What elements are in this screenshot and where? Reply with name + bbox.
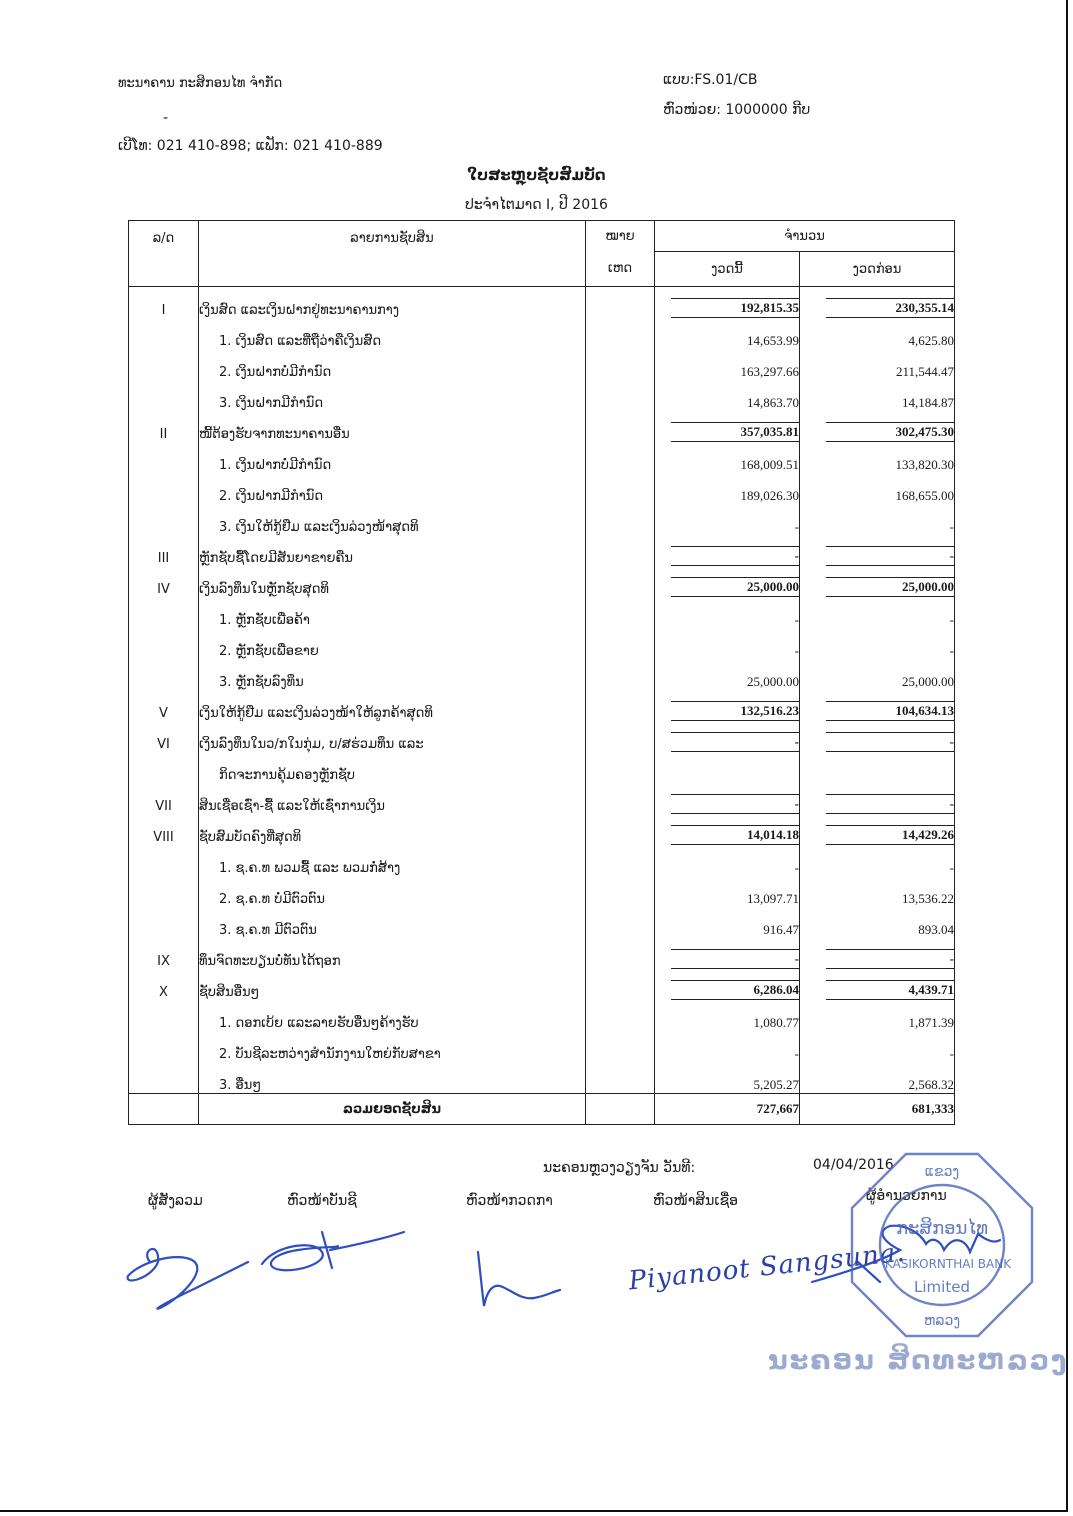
row-number: III (129, 535, 199, 566)
contact-info: ເບີໂທ: 021 410-898; ແຟັກ: 021 410-889 (118, 138, 383, 154)
row-previous-value: 104,634.13 (826, 701, 954, 721)
col-header-no: ລ/ດ (129, 221, 199, 287)
seal-text-lao: ກະສິກອນໄທ (895, 1218, 989, 1239)
row-previous: 133,820.30 (800, 442, 955, 473)
row-number: IV (129, 566, 199, 597)
row-current: 14,863.70 (655, 380, 800, 411)
row-item: 3. ເງິນຝາກມີກຳນົດ (199, 380, 586, 411)
row-previous-value: - (826, 794, 954, 814)
col-header-previous: ງວດກ່ອນ (800, 252, 955, 287)
row-item: 2. ຊ.ຄ.ທ ບໍ່ມີຕົວຕົນ (199, 876, 586, 907)
row-number: VII (129, 783, 199, 814)
row-previous-value: 4,439.71 (826, 980, 954, 1000)
col-header-note-top: ໝາຍ (586, 221, 655, 252)
row-current: - (655, 597, 800, 628)
row-previous: - (800, 628, 955, 659)
document-period: ປະຈຳໄຕມາດ I, ປີ 2016 (465, 197, 608, 213)
total-previous: 681,333 (800, 1094, 955, 1125)
signatory-chief-credit: ຫົວໜ້າສິນເຊື່ອ (653, 1193, 739, 1209)
row-current: 25,000.00 (655, 659, 800, 690)
seal-text-bottom: ຫລວງ (923, 1313, 961, 1329)
company-seal (848, 1150, 1036, 1340)
row-previous: 4,625.80 (800, 318, 955, 349)
col-header-item: ລາຍການຊັບສິນ (199, 221, 586, 287)
row-previous: 25,000.00 (800, 659, 955, 690)
row-item: 2. ຫຼັກຊັບເພື່ອຂາຍ (199, 628, 586, 659)
address-placeholder: - (163, 110, 169, 126)
bank-name: ທະນາຄານ ກະສິກອນໄທ ຈຳກັດ (118, 76, 283, 91)
signatory-director: ຜູ້ອຳນວຍການ (866, 1188, 947, 1204)
row-current-value: 357,035.81 (671, 422, 799, 442)
row-previous: - (800, 597, 955, 628)
row-item: 1. ເງິນສົດ ແລະທີ່ຖືວ່າຄືເງິນສົດ (199, 318, 586, 349)
currency-unit: ຫົວໜ່ວຍ: 1000000 ກີບ (663, 102, 811, 118)
row-previous-value: 302,475.30 (826, 422, 954, 442)
purple-stamp: ນະຄອນ ສິດທະຫລວງ (768, 1345, 1069, 1376)
row-previous: 893.04 (800, 907, 955, 938)
row-current-value: 25,000.00 (671, 577, 799, 597)
signature-chief-credit-name: Piyanoot Sangsuna. (627, 1237, 907, 1297)
row-item: 1. ຫຼັກຊັບເພື່ອຄ້າ (199, 597, 586, 628)
row-number: VI (129, 721, 199, 752)
row-previous-value: 14,429.26 (826, 825, 954, 845)
row-number: VIII (129, 814, 199, 845)
row-current: - (655, 504, 800, 535)
row-item: ຊັບສົມບັດຄົງທີ່ສຸດທິ (199, 814, 586, 845)
row-previous: 14,184.87 (800, 380, 955, 411)
row-item: ກິດຈະການຄຸ້ມຄອງຫຼັກຊັບ (199, 752, 586, 783)
row-previous: 2,568.32 (800, 1062, 955, 1094)
row-item: ຫຼັກຊັບຊື້ໂດຍມີສັນຍາຂາຍຄືນ (199, 535, 586, 566)
row-current: 168,009.51 (655, 442, 800, 473)
row-number: IX (129, 938, 199, 969)
total-current: 727,667 (655, 1094, 800, 1125)
row-current: 5,205.27 (655, 1062, 800, 1094)
row-previous-value: 230,355.14 (826, 298, 954, 318)
row-item: 2. ເງິນຝາກມີກຳນົດ (199, 473, 586, 504)
row-item: 1. ເງິນຝາກບໍ່ມີກຳນົດ (199, 442, 586, 473)
row-number: I (129, 287, 199, 319)
row-number: V (129, 690, 199, 721)
row-previous-value: 25,000.00 (826, 577, 954, 597)
row-previous: 1,871.39 (800, 1000, 955, 1031)
document-title: ໃບສະຫຼຸບຊັບສົມບັດ (467, 166, 606, 184)
row-item: 2. ບັນຊີລະຫວ່າງສຳນັກງານໃຫຍ່ກັບສາຂາ (199, 1031, 586, 1062)
row-previous: 13,536.22 (800, 876, 955, 907)
seal-text-top: ແຂວງ (924, 1164, 960, 1180)
signatory-chief-accountant: ຫົວໜ້າບັນຊີ (287, 1193, 357, 1209)
row-current-value: 132,516.23 (671, 701, 799, 721)
row-current: - (655, 845, 800, 876)
col-header-note-bottom: ເຫດ (586, 252, 655, 287)
total-label: ລວມຍອດຊັບສິນ (199, 1094, 586, 1125)
row-current: 14,653.99 (655, 318, 800, 349)
signature-chief-accountant (262, 1232, 404, 1270)
row-item: ສິນເຊື່ອເຊົ່າ-ຊື້ ແລະໃຫ້ເຊົ່າການເງິນ (199, 783, 586, 814)
row-current-value: - (671, 732, 799, 752)
row-current-value: - (671, 949, 799, 969)
form-code: ແບບ:FS.01/CB (663, 72, 758, 88)
row-current: 916.47 (655, 907, 800, 938)
signatory-compiler: ຜູ້ສັງລວມ (148, 1193, 203, 1209)
row-previous: 168,655.00 (800, 473, 955, 504)
row-current-value: 192,815.35 (671, 298, 799, 318)
row-item: 3. ເງິນໃຫ້ກູ້ຢືມ ແລະເງິນລ່ວງໜ້າສຸດທິ (199, 504, 586, 535)
row-item: ເງິນລົງທຶນໃນວ/ກໃນກຸ່ມ, ບ/ສຮ່ວມທຶນ ແລະ (199, 721, 586, 752)
report-date: 04/04/2016 (813, 1157, 894, 1173)
row-previous: - (800, 1031, 955, 1062)
col-header-current: ງວດນີ້ (655, 252, 800, 287)
row-item: ທຶນຈົດທະບຽນບໍ່ທັນໄດ້ຖອກ (199, 938, 586, 969)
row-previous-value: - (826, 949, 954, 969)
signature-compiler (128, 1249, 248, 1309)
row-item: ເງິນສົດ ແລະເງິນຝາກຢູ່ທະນາຄານກາງ (199, 287, 586, 319)
row-current-value: 6,286.04 (671, 980, 799, 1000)
row-current: 189,026.30 (655, 473, 800, 504)
row-current: 163,297.66 (655, 349, 800, 380)
row-current-value: 14,014.18 (671, 825, 799, 845)
row-current: 13,097.71 (655, 876, 800, 907)
row-number: X (129, 969, 199, 1000)
row-item: ເງິນໃຫ້ກູ້ຢືມ ແລະເງິນລ່ວງໜ້າໃຫ້ລູກຄ້າສຸດທິ (199, 690, 586, 721)
row-item: ໜີ້ຕ້ອງຮັບຈາກທະນາຄານອື່ນ (199, 411, 586, 442)
signature-chief-auditor (478, 1252, 560, 1306)
row-previous-value: - (826, 732, 954, 752)
row-number: II (129, 411, 199, 442)
seal-text-limited: Limited (914, 1278, 970, 1296)
col-header-amount: ຈຳນວນ (655, 221, 955, 252)
row-item: 3. ຫຼັກຊັບລົງທຶນ (199, 659, 586, 690)
row-item: 3. ອື່ນໆ (199, 1062, 586, 1094)
row-current-value: - (671, 546, 799, 566)
seal-text-en: KASIKORNTHAI BANK (884, 1257, 1012, 1271)
signatory-chief-auditor: ຫົວໜ້າກວດກາ (466, 1193, 553, 1209)
place-date-label: ນະຄອນຫຼວງວຽງຈັນ ວັນທີ: (543, 1160, 696, 1176)
row-previous: - (800, 845, 955, 876)
row-previous: - (800, 504, 955, 535)
row-item: 2. ເງິນຝາກບໍ່ມີກຳນົດ (199, 349, 586, 380)
row-current: - (655, 628, 800, 659)
row-item: ເງິນລົງທຶນໃນຫຼັກຊັບສຸດທິ (199, 566, 586, 597)
row-previous-value: - (826, 546, 954, 566)
row-item: ຊັບສິນອື່ນໆ (199, 969, 586, 1000)
row-item: 3. ຊ.ຄ.ທ ມີຕົວຕົນ (199, 907, 586, 938)
row-item: 1. ຊ.ຄ.ທ ພວມຊື້ ແລະ ພວມກໍ່ສ້າງ (199, 845, 586, 876)
row-item: 1. ດອກເບ້ຍ ແລະລາຍຮັບອື່ນໆຄ້າງຮັບ (199, 1000, 586, 1031)
row-current: 1,080.77 (655, 1000, 800, 1031)
row-previous: 211,544.47 (800, 349, 955, 380)
row-current-value: - (671, 794, 799, 814)
row-current: - (655, 1031, 800, 1062)
